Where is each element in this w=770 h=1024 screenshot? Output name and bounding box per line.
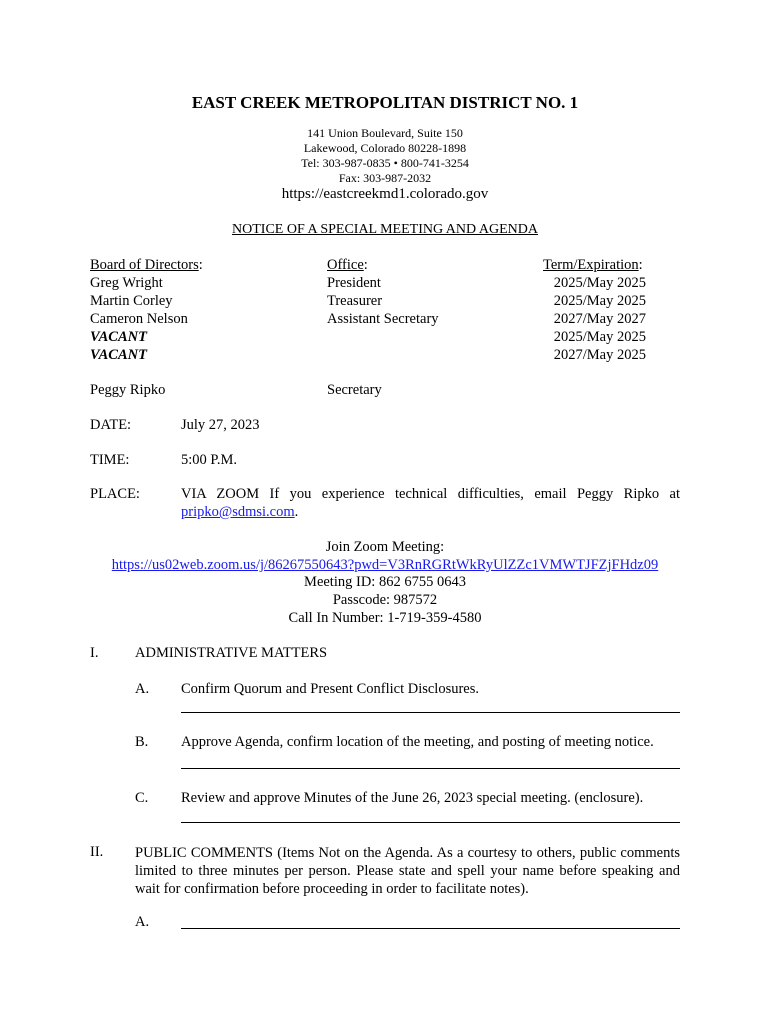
board-member-term: 2025/May 2025 [553, 275, 646, 291]
zoom-url-link[interactable]: https://us02web.zoom.us/j/86267550643?pwd=V3RnRGRtWkRyUlZZc1VMWTJFZjFHdz09 [111, 557, 659, 573]
district-website: https://eastcreekmd1.colorado.gov [281, 186, 489, 202]
place-label: PLACE: [90, 486, 140, 502]
agenda-item-letter: C. [135, 790, 149, 806]
address-line-phone: Tel: 303-987-0835 • 800-741-3254 [301, 156, 469, 170]
agenda-item-text: Review and approve Minutes of the June 26, 2023 special meeting. (enclosure). [181, 790, 644, 806]
board-member-term: 2025/May 2025 [553, 329, 646, 345]
board-term-header: Term/Expiration: [543, 257, 643, 273]
zoom-url-line [0, 557, 770, 574]
time-label: TIME: [90, 452, 130, 468]
address-line-street: 141 Union Boulevard, Suite 150 [307, 126, 463, 140]
section-numeral: I. [90, 645, 99, 661]
notes-line [181, 712, 680, 713]
board-member-name: Cameron Nelson [90, 311, 188, 327]
zoom-heading: Join Zoom Meeting: [325, 539, 445, 555]
section-title: PUBLIC COMMENTS (Items Not on the Agenda. As a courtesy to others, public comments limited to three minutes per person. Please state and spell your name before speaking and wait for confirmation before proceeding in order to facilitate notes). [135, 845, 680, 897]
board-member-vacant: VACANT [90, 329, 147, 345]
secretary-office: Secretary [327, 382, 382, 398]
board-member-office: Treasurer [327, 293, 383, 309]
address-line-city: Lakewood, Colorado 80228-1898 [303, 141, 467, 155]
board-office-header: Office: [327, 257, 368, 273]
board-member-term: 2025/May 2025 [553, 293, 646, 309]
board-member-vacant: VACANT [90, 347, 147, 363]
agenda-item-letter: B. [135, 734, 149, 750]
time-value: 5:00 P.M. [181, 452, 238, 468]
board-member-term: 2027/May 2027 [553, 311, 646, 327]
section-title: ADMINISTRATIVE MATTERS [135, 645, 328, 661]
secretary-name: Peggy Ripko [90, 382, 166, 398]
agenda-item-letter: A. [135, 681, 150, 697]
notes-line [181, 768, 680, 769]
agenda-item-text: Approve Agenda, confirm location of the meeting, and posting of meeting notice. [181, 734, 654, 750]
agenda-item-text: Confirm Quorum and Present Conflict Disclosures. [181, 681, 480, 697]
notice-heading: NOTICE OF A SPECIAL MEETING AND AGENDA [232, 222, 538, 237]
date-value: July 27, 2023 [181, 417, 260, 433]
address-line-fax: Fax: 303-987-2032 [338, 171, 432, 185]
board-member-office: Assistant Secretary [327, 311, 439, 327]
board-member-term: 2027/May 2025 [553, 347, 646, 363]
district-title: EAST CREEK METROPOLITAN DISTRICT NO. 1 [191, 93, 579, 112]
notes-line [181, 928, 680, 929]
place-email-link[interactable]: pripko@sdmsi.com [181, 504, 295, 520]
notes-line [181, 822, 680, 823]
zoom-passcode: Passcode: 987572 [332, 592, 438, 608]
place-text: VIA ZOOM If you experience technical difficulties, email Peggy Ripko at [181, 486, 680, 502]
zoom-call-in: Call In Number: 1-719-359-4580 [288, 610, 482, 626]
board-member-office: President [327, 275, 381, 291]
board-directors-header: Board of Directors: [90, 257, 203, 273]
place-email-line: pripko@sdmsi.com. [181, 504, 299, 520]
section-numeral: II. [90, 844, 104, 860]
date-label: DATE: [90, 417, 132, 433]
board-member-name: Greg Wright [90, 275, 163, 291]
zoom-meeting-id: Meeting ID: 862 6755 0643 [304, 574, 466, 590]
board-member-name: Martin Corley [90, 293, 173, 309]
agenda-item-letter: A. [135, 914, 150, 930]
